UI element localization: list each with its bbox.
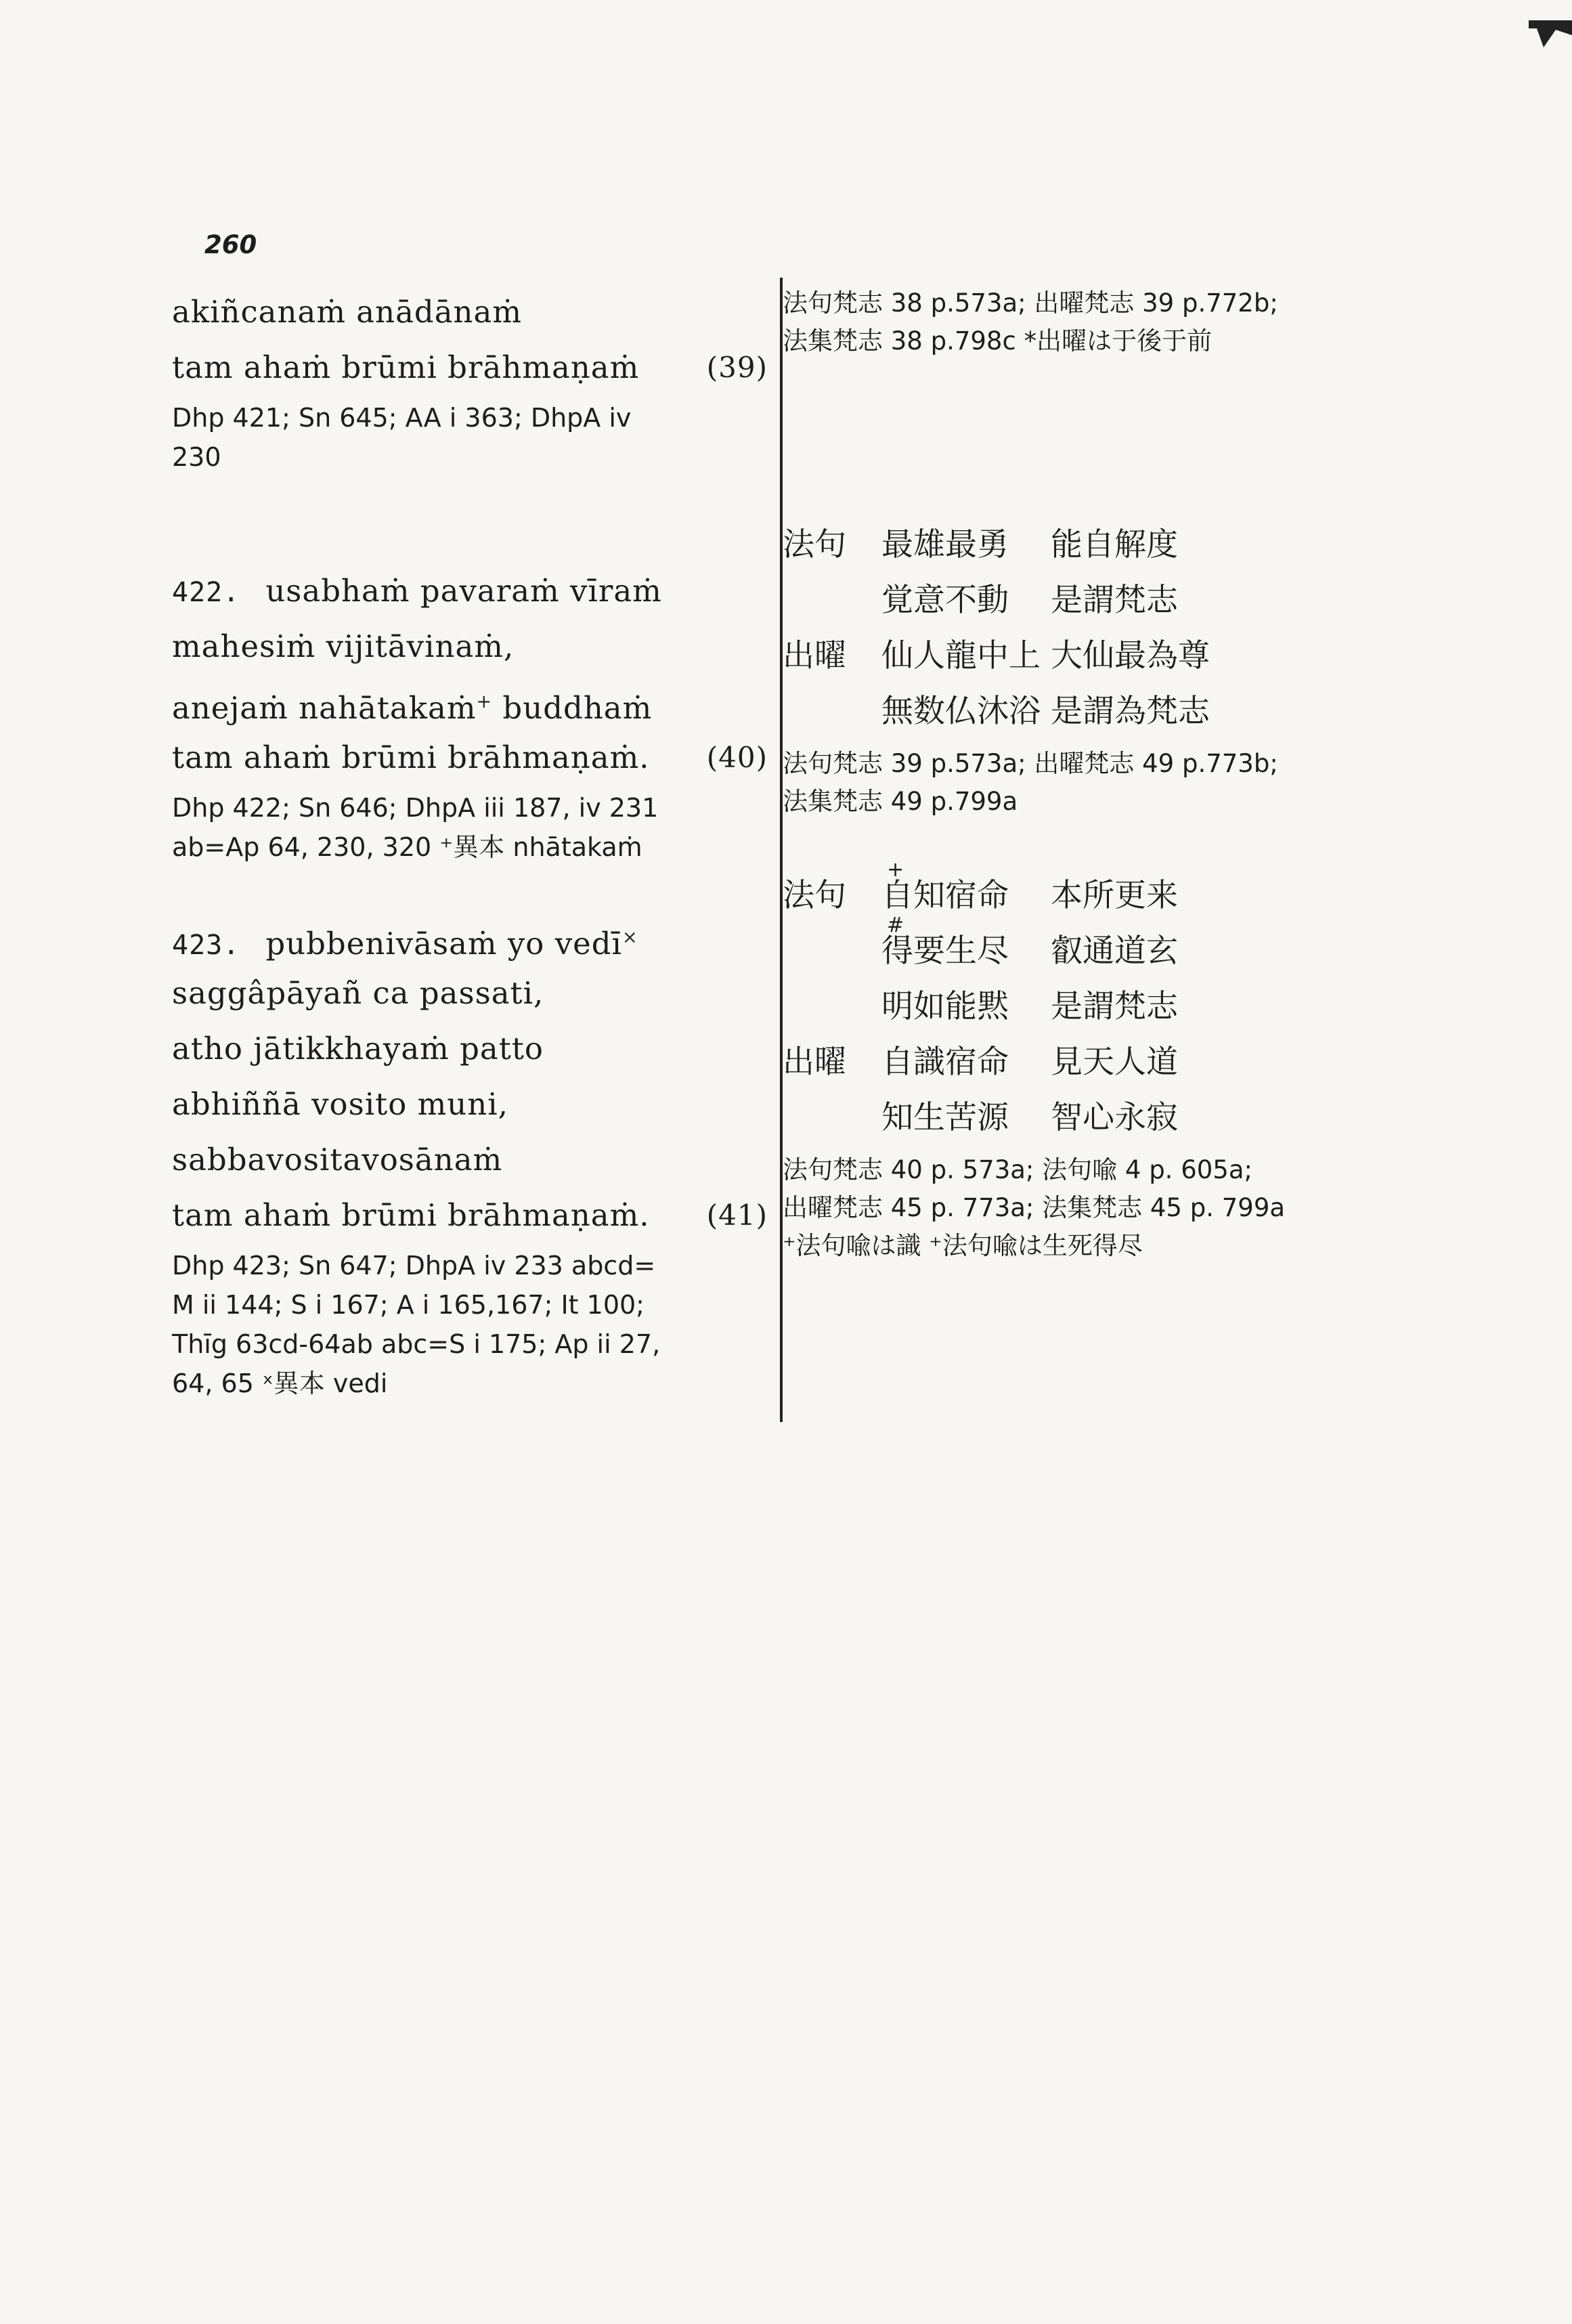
verse-half: 叡通道玄 [1051, 932, 1178, 970]
verse-half: 能自解度 [1051, 526, 1178, 563]
chinese-parallels-column [783, 284, 1392, 1265]
parallel-row [783, 858, 1392, 924]
verse-text: 得要生尽 [881, 932, 1009, 970]
verse-line [172, 340, 768, 395]
parallel-block-423 [783, 858, 1392, 1265]
verse-text: saggâpāyañ ca passati, [172, 975, 544, 1011]
verse-half: 無数仏沐浴 [881, 693, 1041, 730]
verse-half: 明如能黙 [881, 988, 1009, 1025]
verse-line [172, 1132, 768, 1188]
parallel-row [783, 1035, 1392, 1090]
parallel-block-422 [783, 517, 1392, 821]
parallel-refs [783, 1151, 1392, 1265]
parallel-refs-39 [783, 284, 1392, 360]
parallel-row [783, 913, 1392, 979]
verse-line [172, 674, 768, 730]
verse-ref: (41) [706, 1199, 768, 1232]
verse-number: 422. [172, 577, 240, 608]
verse-half: 大仙最為尊 [1051, 637, 1210, 674]
verse-block-39 [172, 284, 768, 477]
verse-line [172, 730, 768, 786]
parallel-row [783, 628, 1392, 684]
parallel-row [783, 684, 1392, 739]
verse-half [881, 858, 1051, 924]
ref-line: Dhp 422; Sn 646; DhpA iii 187, iv 231 [172, 793, 659, 823]
verse-text: abhiññā vosito muni, [172, 1086, 508, 1122]
verse-line [172, 1021, 768, 1077]
verse-ref: (39) [706, 351, 768, 384]
verse-half: 知生苦源 [881, 1099, 1009, 1136]
verse-text: sabbavositavosānaṁ [172, 1142, 503, 1178]
parallel-row [783, 573, 1392, 628]
verse-text: anejaṁ nahātakaṁ [172, 690, 477, 726]
ref-line: Dhp 423; Sn 647; DhpA iv 233 abcd= [172, 1251, 656, 1281]
ref-line: 法集梵志 38 p.798c *出曜は于後于前 [783, 326, 1213, 356]
verse-half: 仙人龍中上 [881, 637, 1041, 674]
ref-line: ⁺法句喩は識 ⁺法句喩は生死得尽 [783, 1231, 1143, 1260]
source-label [783, 684, 881, 739]
verse-text: 自知宿命 [881, 877, 1009, 914]
verse-text: akiñcanaṁ anādānaṁ [172, 294, 523, 330]
verse-text: mahesiṁ vijitāvinaṁ, [172, 628, 515, 664]
verse-line [172, 910, 768, 966]
verse-block-423 [172, 910, 768, 1403]
verse-half: 智心永寂 [1051, 1099, 1178, 1136]
source-label: 法句 [783, 877, 846, 914]
ref-line: 法句梵志 38 p.573a; 出曜梵志 39 p.772b; [783, 288, 1278, 318]
verse-line [172, 1077, 768, 1132]
ref-line: 出曜梵志 45 p. 773a; 法集梵志 45 p. 799a [783, 1193, 1286, 1222]
verse-text: tam ahaṁ brūmi brāhmaṇaṁ. [172, 1197, 650, 1233]
verse-line [172, 1188, 768, 1243]
source-label [783, 979, 881, 1035]
verse-half [881, 913, 1051, 979]
verse-text: tam ahaṁ brūmi brāhmaṇaṁ. [172, 739, 650, 775]
parallel-refs [783, 745, 1392, 821]
verse-half: 本所更来 [1051, 877, 1178, 914]
ref-line: 法句梵志 40 p. 573a; 法句喩 4 p. 605a; [783, 1155, 1252, 1184]
source-refs [172, 1246, 768, 1403]
parallel-row [783, 517, 1392, 573]
variant-mark: × [621, 927, 638, 948]
source-label [783, 573, 881, 628]
verse-half: 覚意不動 [881, 582, 1009, 619]
verse-ref: (40) [706, 741, 768, 774]
page-number: 260 [204, 230, 257, 259]
pali-column [172, 284, 768, 1403]
ref-line: 64, 65 ˣ異本 vedi [172, 1369, 388, 1398]
parallel-row [783, 1090, 1392, 1146]
source-label: 法句 [783, 526, 846, 563]
ref-line: ab=Ap 64, 230, 320 ⁺異本 nhātakaṁ [172, 832, 642, 862]
source-label: 出曜 [783, 637, 846, 674]
ref-line: Thīg 63cd-64ab abc=S i 175; Ap ii 27, [172, 1329, 661, 1359]
verse-text: atho jātikkhayaṁ patto [172, 1031, 544, 1067]
page-edge-mark [1529, 20, 1572, 64]
verse-text: usabhaṁ pavaraṁ vīraṁ [265, 573, 662, 609]
verse-line [172, 619, 768, 674]
variant-mark: + [887, 858, 904, 882]
verse-half: 是謂梵志 [1051, 582, 1178, 619]
source-label [783, 924, 881, 979]
source-label [783, 1090, 881, 1146]
verse-block-422 [172, 563, 768, 867]
source-refs [172, 788, 768, 867]
verse-line [172, 966, 768, 1021]
ref-line: 法句梵志 39 p.573a; 出曜梵志 49 p.773b; [783, 749, 1278, 778]
verse-line [172, 563, 768, 619]
ref-line: 法集梵志 49 p.799a [783, 787, 1018, 816]
ref-line: Dhp 421; Sn 645; AA i 363; DhpA iv [172, 403, 632, 433]
verse-half: 是謂梵志 [1051, 988, 1178, 1025]
variant-mark: # [887, 913, 904, 937]
verse-text: pubbenivāsaṁ yo vedī [265, 926, 622, 962]
verse-line [172, 284, 768, 340]
verse-number: 423. [172, 930, 240, 961]
source-refs [172, 398, 768, 477]
source-label: 出曜 [783, 1043, 846, 1081]
parallel-row [783, 979, 1392, 1035]
verse-half: 最雄最勇 [881, 526, 1009, 563]
verse-half: 自識宿命 [881, 1043, 1009, 1081]
verse-half: 見天人道 [1051, 1043, 1178, 1081]
verse-text: buddhaṁ [492, 690, 653, 726]
ref-line: 230 [172, 442, 221, 472]
variant-mark: + [476, 691, 493, 712]
ref-line: M ii 144; S i 167; A i 165,167; It 100; [172, 1290, 645, 1320]
verse-half: 是謂為梵志 [1051, 693, 1210, 730]
verse-text: tam ahaṁ brūmi brāhmaṇaṁ [172, 349, 640, 385]
